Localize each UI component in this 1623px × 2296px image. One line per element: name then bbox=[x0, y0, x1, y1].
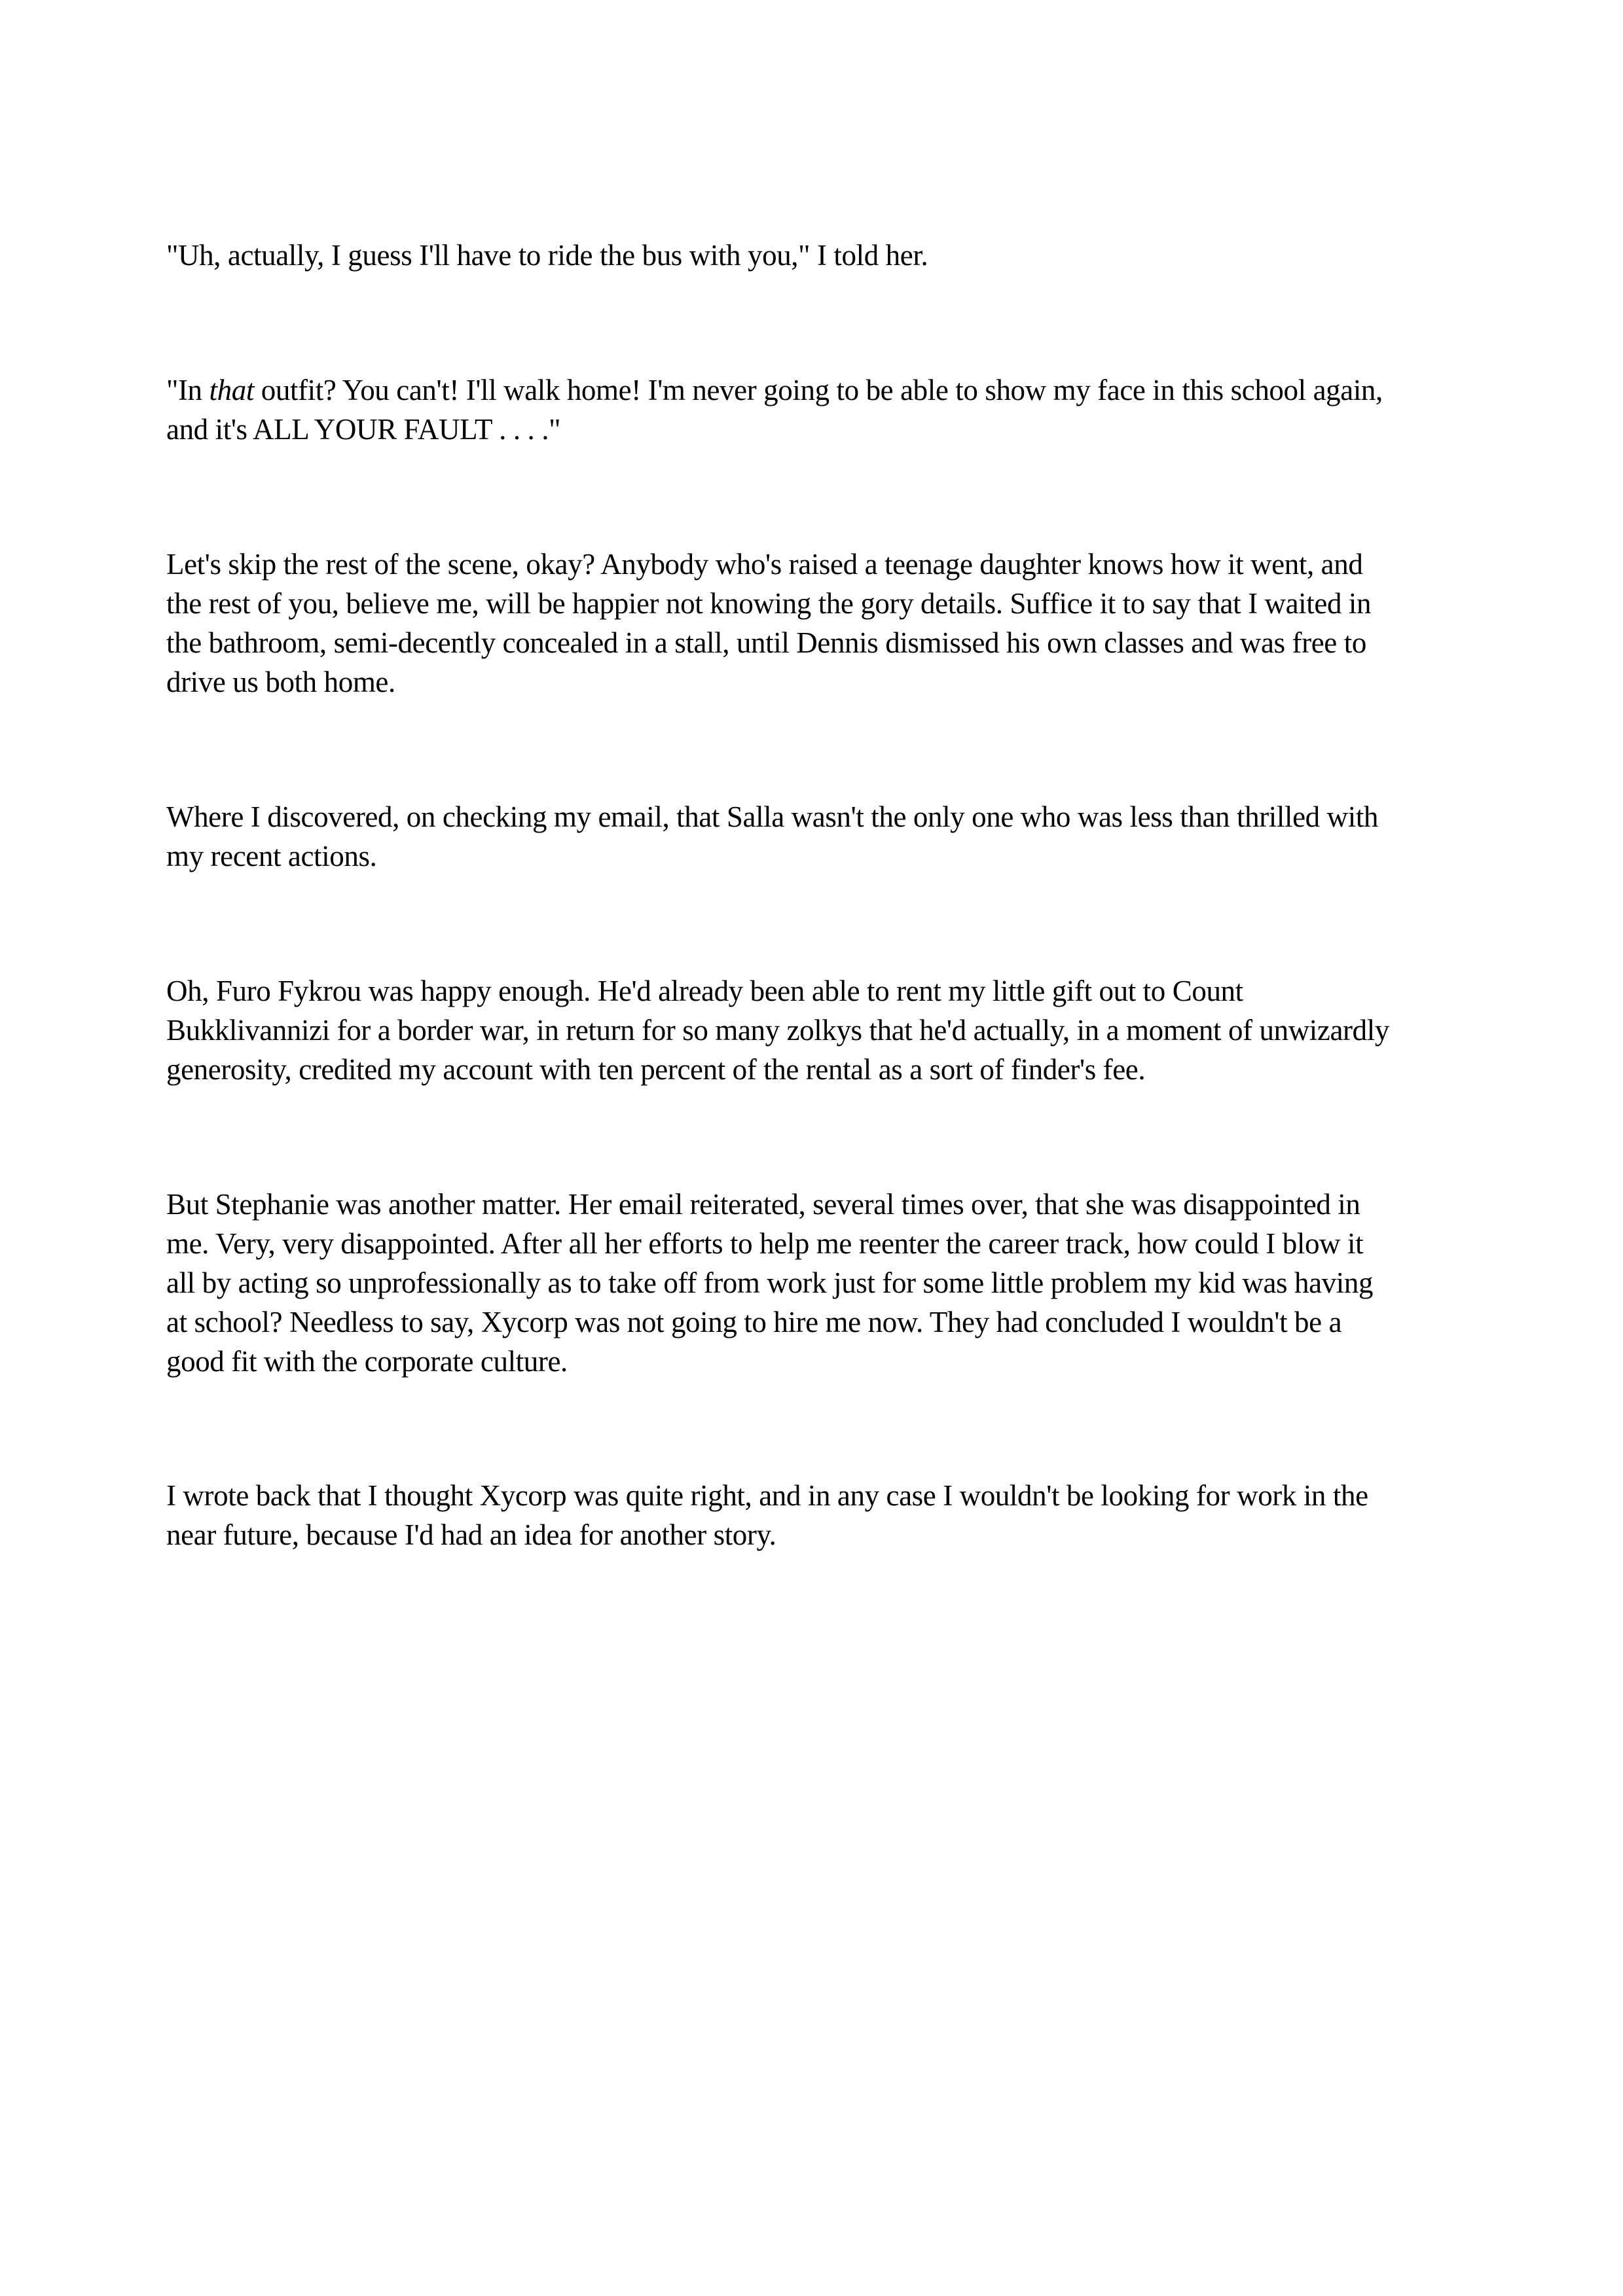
paragraph-6 bbox=[166, 1185, 1463, 1381]
paragraph-1 bbox=[166, 236, 1463, 275]
line-suffix: outfit? You can't! I'll walk home! I'm never going to be able to show my face in this school again, bbox=[253, 374, 1383, 406]
paragraph-3 bbox=[166, 545, 1463, 702]
paragraph-line: my recent actions. bbox=[166, 840, 377, 872]
paragraph-7 bbox=[166, 1476, 1463, 1554]
paragraph-line: But Stephanie was another matter. Her email reiterated, several times over, that she was disappointed in bbox=[166, 1188, 1360, 1221]
paragraph-line: good fit with the corporate culture. bbox=[166, 1345, 568, 1378]
paragraph-line: at school? Needless to say, Xycorp was not going to hire me now. They had concluded I wouldn't be a bbox=[166, 1306, 1342, 1338]
italic-word: that bbox=[209, 374, 254, 406]
paragraph-line: Bukklivannizi for a border war, in return for so many zolkys that he'd actually, in a moment of unwizardly bbox=[166, 1014, 1389, 1047]
paragraph-5 bbox=[166, 971, 1463, 1089]
paragraph-line bbox=[166, 370, 1463, 410]
paragraph-line: all by acting so unprofessionally as to take off from work just for some little problem my kid was having bbox=[166, 1266, 1374, 1299]
paragraph-line: near future, because I'd had an idea for another story. bbox=[166, 1518, 776, 1551]
paragraph-line: drive us both home. bbox=[166, 666, 395, 698]
paragraph-line: Let's skip the rest of the scene, okay? Anybody who's raised a teenage daughter knows how it went, and bbox=[166, 548, 1363, 581]
line-prefix: "In bbox=[166, 374, 210, 406]
paragraph-line: the bathroom, semi-decently concealed in a stall, until Dennis dismissed his own classes and was free to bbox=[166, 626, 1366, 659]
paragraph-2 bbox=[166, 370, 1463, 449]
paragraph-line: I wrote back that I thought Xycorp was quite right, and in any case I wouldn't be looking for work in the bbox=[166, 1479, 1368, 1512]
paragraph-line: generosity, credited my account with ten percent of the rental as a sort of finder's fee. bbox=[166, 1053, 1146, 1086]
paragraph-line: and it's ALL YOUR FAULT . . . ." bbox=[166, 413, 561, 446]
paragraph-line: the rest of you, believe me, will be happier not knowing the gory details. Suffice it to say that I waited in bbox=[166, 587, 1372, 620]
paragraph-line: me. Very, very disappointed. After all her efforts to help me reenter the career track, how could I blow it bbox=[166, 1227, 1364, 1260]
paragraph-line: Oh, Furo Fykrou was happy enough. He'd already been able to rent my little gift out to Count bbox=[166, 975, 1243, 1007]
paragraph-4 bbox=[166, 797, 1463, 876]
paragraph-line: "Uh, actually, I guess I'll have to ride the bus with you," I told her. bbox=[166, 239, 928, 272]
paragraph-line: Where I discovered, on checking my email, that Salla wasn't the only one who was less than thrilled with bbox=[166, 800, 1379, 833]
